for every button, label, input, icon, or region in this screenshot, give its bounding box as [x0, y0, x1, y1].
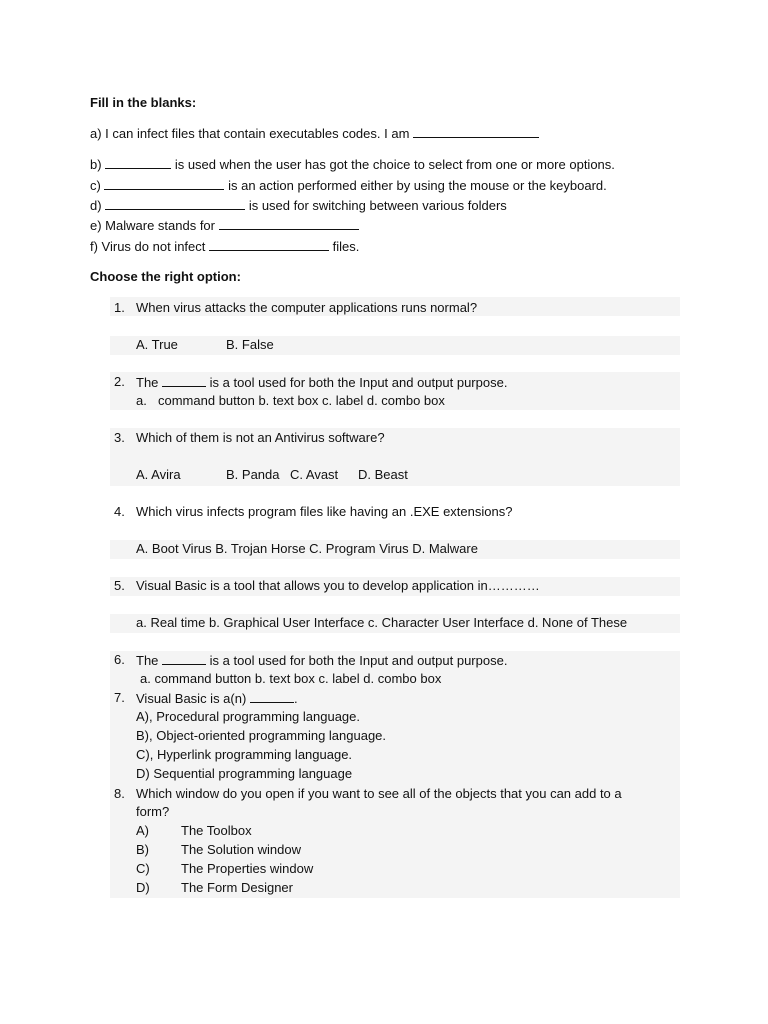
- q2-options: command button b. text box c. label d. combo box: [158, 393, 445, 408]
- q6-text-before: The: [136, 653, 159, 668]
- q4-text: Which virus infects program files like having an .EXE extensions?: [136, 504, 513, 519]
- q7-option-a: A), Procedural programming language.: [136, 709, 361, 724]
- q2-option-letter: a.: [136, 393, 147, 408]
- q8-option-c-letter: C): [136, 861, 150, 876]
- q3-option-c: C. Avast: [290, 467, 339, 482]
- q2-text: [136, 374, 507, 391]
- q8-number: 8.: [114, 786, 125, 801]
- q5-number: 5.: [114, 578, 125, 593]
- q1-number: 1.: [114, 300, 125, 315]
- q6-text-after: is a tool used for both the Input and output purpose.: [209, 653, 508, 668]
- fill-blanks-heading: Fill in the blanks:: [90, 95, 197, 110]
- blank-b: [90, 156, 615, 173]
- blank-e-text: e) Malware stands for: [90, 218, 215, 233]
- q2-number: 2.: [114, 374, 125, 389]
- q6-text: [136, 652, 507, 669]
- q7-blank-line: [250, 690, 294, 703]
- blank-f-line: [209, 238, 329, 251]
- blank-b-label: b): [90, 157, 102, 172]
- blank-f-text: files.: [332, 239, 360, 254]
- blank-d-line: [105, 197, 245, 210]
- q8-option-a-text: The Toolbox: [181, 823, 252, 838]
- q6-number: 6.: [114, 652, 125, 667]
- q6-options: a. command button b. text box c. label d. combo box: [140, 671, 442, 686]
- blank-f: [90, 238, 359, 255]
- q7-number: 7.: [114, 690, 125, 705]
- q7-option-d: D) Sequential programming language: [136, 766, 353, 781]
- q8-option-d-letter: D): [136, 880, 150, 895]
- blank-b-line: [105, 156, 171, 169]
- q3-option-b: B. Panda: [226, 467, 280, 482]
- q2-text-before: The: [136, 375, 159, 390]
- blank-a-line: [413, 125, 539, 138]
- blank-c: [90, 177, 607, 194]
- blank-e: [90, 217, 359, 234]
- q6-blank-line: [162, 652, 206, 665]
- blank-b-text: is used when the user has got the choice to select from one or more options.: [174, 157, 615, 172]
- blank-d-text: is used for switching between various folders: [248, 198, 507, 213]
- q4-options: A. Boot Virus B. Trojan Horse C. Program Virus D. Malware: [136, 541, 478, 556]
- q5-options: a. Real time b. Graphical User Interface c. Character User Interface d. None of These: [136, 615, 628, 630]
- q3-option-a: A. Avira: [136, 467, 181, 482]
- q7-text-before: Visual Basic is a(n): [136, 691, 247, 706]
- q8-option-d-text: The Form Designer: [181, 880, 293, 895]
- q8-option-a-letter: A): [136, 823, 149, 838]
- q7-option-b: B), Object-oriented programming language.: [136, 728, 387, 743]
- q2-blank-line: [162, 374, 206, 387]
- blank-f-label: f) Virus do not infect: [90, 239, 206, 254]
- q7-option-c: C), Hyperlink programming language.: [136, 747, 353, 762]
- q2-text-after: is a tool used for both the Input and output purpose.: [209, 375, 508, 390]
- q3-number: 3.: [114, 430, 125, 445]
- blank-c-line: [104, 177, 224, 190]
- blank-a: [90, 125, 539, 142]
- q8-text-line1: Which window do you open if you want to see all of the objects that you can add to a: [136, 786, 622, 801]
- q4-number: 4.: [114, 504, 125, 519]
- blank-a-text: a) I can infect files that contain executables codes. I am: [90, 126, 410, 141]
- blank-c-label: c): [90, 178, 101, 193]
- q3-option-d: D. Beast: [358, 467, 408, 482]
- q1-option-a: A. True: [136, 337, 178, 352]
- q5-text: Visual Basic is a tool that allows you to develop application in…………: [136, 578, 540, 593]
- blank-e-line: [219, 217, 359, 230]
- q8-option-b-text: The Solution window: [181, 842, 301, 857]
- q7-text-after: .: [293, 691, 298, 706]
- q7-text: [136, 690, 298, 707]
- q8-option-c-text: The Properties window: [181, 861, 314, 876]
- q8-option-b-letter: B): [136, 842, 149, 857]
- q3-text: Which of them is not an Antivirus software?: [136, 430, 385, 445]
- shade-q1-options: [110, 336, 680, 355]
- blank-c-text: is an action performed either by using the mouse or the keyboard.: [228, 178, 607, 193]
- blank-d-label: d): [90, 198, 102, 213]
- q1-text: When virus attacks the computer applications runs normal?: [136, 300, 478, 315]
- q1-option-b: B. False: [226, 337, 274, 352]
- choose-heading: Choose the right option:: [90, 269, 241, 284]
- q8-text-line2: form?: [136, 804, 170, 819]
- blank-d: [90, 197, 507, 214]
